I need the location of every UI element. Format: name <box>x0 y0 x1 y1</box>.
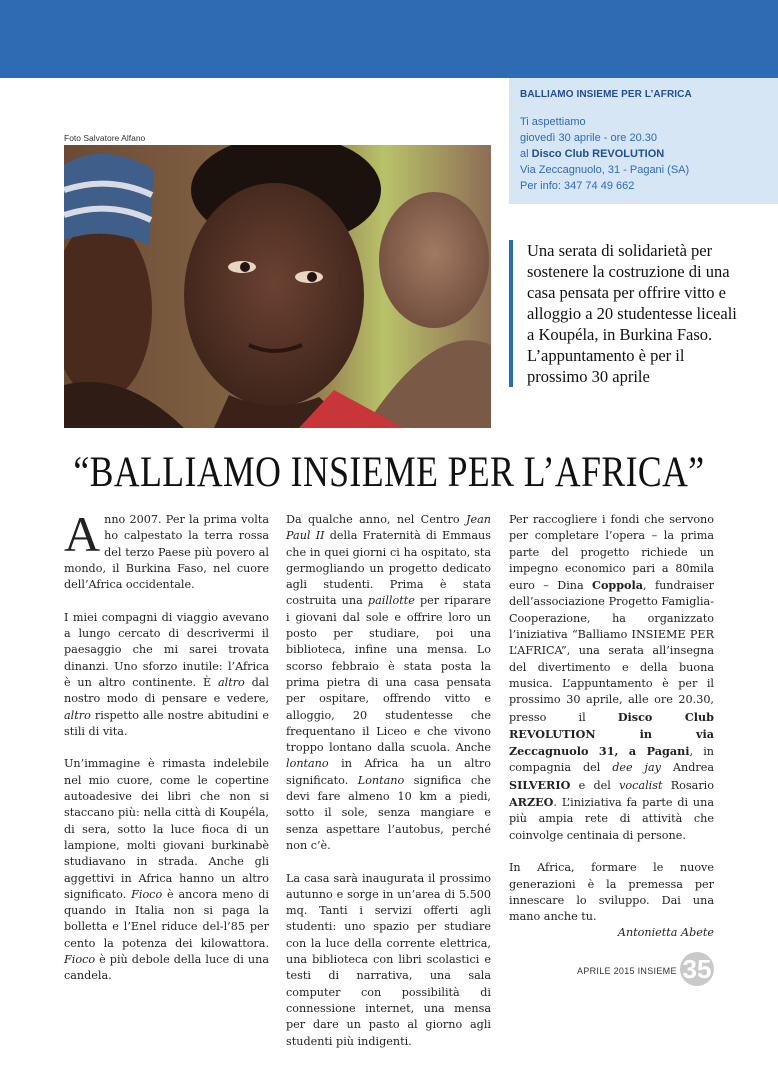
page-number: 35 <box>680 952 714 986</box>
paragraph-4 <box>286 512 491 854</box>
italic-word: altro <box>217 675 245 689</box>
article-headline: “BALLIAMO INSIEME PER L’AFRICA” <box>73 449 705 496</box>
text-run: è più debole della luce di una candela. <box>64 953 269 983</box>
italic-word: altro <box>64 708 91 722</box>
pull-quote: Una serata di solidarietà per sostenere la costruzione di una casa pensata per offrire vitto e alloggio a 20 studentesse liceali a Koupéla, in Burkina Faso. L’appuntamento è per il prossimo 30 aprile <box>509 240 737 387</box>
photo-credit: Foto Salvatore Alfano <box>64 133 146 143</box>
article-photo <box>64 145 491 428</box>
venue-prefix: al <box>520 148 532 160</box>
paragraph-7: In Africa, formare le nuove generazioni è la premessa per innescare lo sviluppo. Dai una mano anche tu. <box>509 861 714 924</box>
italic-word: vocalist <box>619 778 663 792</box>
italic-word: Jean Paul II <box>286 513 491 543</box>
text-run: in Africa ha un altro significato. <box>286 757 491 787</box>
text-run: Da qualche anno, nel Centro <box>286 513 467 526</box>
italic-word: dee jay <box>612 761 662 775</box>
paragraph-1-text: nno 2007. Per la prima volta ho calpestato la terra rossa del terzo Paese più povero al mondo, il Burkina Faso, nel cuore dell’Africa occidentale. <box>64 513 269 592</box>
event-info-phone: Per info: 347 74 49 662 <box>520 180 635 192</box>
paragraph-3 <box>64 756 269 984</box>
text-run: dal nostro modo di pensare e vedere, <box>64 675 269 706</box>
bold-name: ARZEO <box>509 795 554 810</box>
venue-name: Disco Club REVOLUTION <box>531 148 665 160</box>
italic-word: Fioco <box>131 887 163 901</box>
italic-word: Lontano <box>357 773 405 787</box>
article-column-3 <box>509 512 714 958</box>
event-info-date: giovedì 30 aprile - ore 20.30 <box>520 132 657 144</box>
text-run: e del <box>570 778 620 792</box>
article-column-1 <box>64 506 269 1001</box>
text-run: Andrea <box>661 761 715 775</box>
bold-venue: Disco Club REVOLUTION in via Zeccagnuolo 31, a Pagani <box>509 709 715 759</box>
drop-cap: A <box>64 506 101 562</box>
text-run: significa che devi fare almeno 10 km a piedi, sotto il sole, senza mangiare e senza aspettare l’autobus, perché non c’è. <box>286 773 492 852</box>
event-info-address: Via Zeccagnuolo, 31 - Pagani (SA) <box>520 164 690 176</box>
author-signature: Antonietta Abete <box>617 926 714 940</box>
text-run: . L’iniziativa fa parte di una più ampia rete di attività che coinvolge centinaia di persone. <box>509 796 714 842</box>
bold-name: Coppola <box>592 578 644 593</box>
issue-label: APRILE 2015 INSIEME <box>577 966 677 976</box>
text-run: I miei compagni di viaggio avevano a lungo cercato di descrivermi il paesaggio che mi sarei trovata dinanzi. Uno sforzo inutile: l’Africa è un altro continente. È <box>64 610 269 689</box>
event-info-invite: Ti aspettiamo <box>520 116 586 128</box>
text-run: per riparare i giovani dal sole e offrire loro un posto per studiare, poi una biblioteca, infine una mensa. Lo scorso febbraio è stata posta la prima pietra di una casa pensata per ospitare, offrendo vitto e alloggio, 20 studentesse che frequentano il Liceo e che vivono troppo lontano dalla scuola. Anche <box>286 594 491 755</box>
italic-word: lontano <box>286 757 329 771</box>
event-info-box <box>509 78 778 204</box>
paragraph-5: La casa sarà inaugurata il prossimo autunno e sorge in un’area di 5.500 mq. Tanti i servizi offerti agli studenti: uno spazio per studiare con la luce della corrente elettrica, una biblioteca con libri scolastici e testi di narrativa, una sala computer con possibilità di connessione internet, una mensa per dare un pasto al giorno agli studenti più indigenti. <box>286 871 491 1048</box>
paragraph-2 <box>64 610 269 740</box>
paragraph-1 <box>64 506 269 593</box>
article-column-2 <box>286 512 491 1066</box>
text-run: rispetto alle nostre abitudini e stili di vita. <box>64 708 269 738</box>
text-run: Un’immagine è rimasta indelebile nel mio cuore, come le copertine autoadesive dei libri che non si staccano più: nella città di Koupéla, di sera, sotto la luce fioca di un lampione, molti giovani burkinabè studiavano in strada. Anche gli aggettivi in Africa hanno un altro significato. <box>64 757 269 901</box>
top-color-band <box>0 0 778 78</box>
text-run: Per raccogliere i fondi che servono per completare l’opera – la prima parte del progetto richiede un impegno economico pari a 80mila euro – Dina <box>509 513 714 593</box>
text-run: , fundraiser dell’associazione Progetto Famiglia-Cooperazione, ha organizzato l’iniziativa “Balliamo INSIEME PER L’AFRICA”, una serata all’insegna del divertimento e della buona musica. L’appuntamento è per il prossimo 30 aprile, alle ore 20.30, presso il <box>509 579 714 724</box>
children-portrait-image <box>64 145 491 428</box>
text-run: è ancora meno di quando in Italia non si paga la bolletta e l’Enel riduce del-l’85 per cento la potenza dei kilowattora. <box>64 887 269 950</box>
event-info-title: BALLIAMO INSIEME PER L’AFRICA <box>520 89 692 100</box>
italic-word: Fioco <box>64 953 96 967</box>
italic-word: paillotte <box>367 594 415 608</box>
paragraph-6 <box>509 512 714 844</box>
text-run: , in compagnia del <box>509 745 714 775</box>
bold-name: SILVERIO <box>509 777 571 792</box>
text-run: Rosario <box>662 778 714 792</box>
event-info-venue <box>520 146 778 162</box>
text-run: della Fraternità di Emmaus che in quei giorni ci ha ospitato, sta germogliando un progetto dedicato agli studenti. Prima è stata costruita una <box>286 529 491 608</box>
